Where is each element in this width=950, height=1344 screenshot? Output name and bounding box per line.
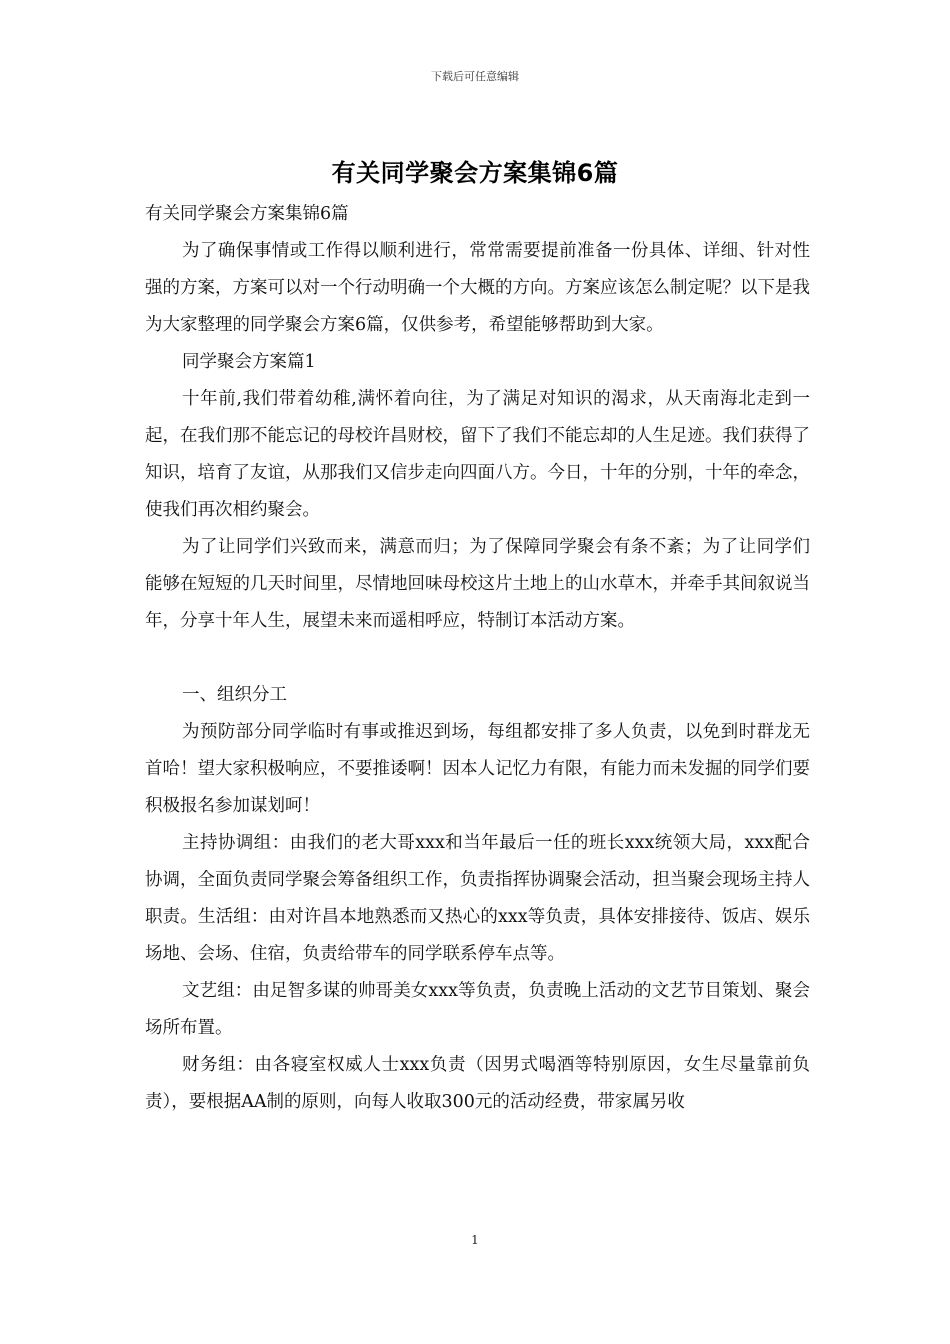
document-title: 有关同学聚会方案集锦6篇 (331, 159, 619, 187)
section-heading: 一、组织分工 (182, 685, 287, 705)
subtitle-paragraph: 有关同学聚会方案集锦6篇 (145, 204, 349, 224)
body-paragraph: 为了让同学们兴致而来，满意而归；为了保障同学聚会有条不紊；为了让同学们能够在短短的几天时间里，尽情地回味母校这片土地上的山水草木，并牵手其间叙说当年，分享十年人生，展望未来而遥相呼应，特制订本活动方案。 (145, 537, 810, 631)
body-paragraph: 十年前,我们带着幼稚,满怀着向往，为了满足对知识的渴求，从天南海北走到一起，在我们那不能忘记的母校许昌财校，留下了我们不能忘却的人生足迹。我们获得了知识，培育了友谊，从那我们又信步走向四面八方。今日，十年的分别，十年的牵念，使我们再次相约聚会。 (145, 389, 810, 520)
body-paragraph: 主持协调组：由我们的老大哥xxx和当年最后一任的班长xxx统领大局，xxx配合协调，全面负责同学聚会筹备组织工作，负责指挥协调聚会活动，担当聚会现场主持人职责。生活组：由对许昌本地熟悉而又热心的xxx等负责，具体安排接待、饭店、娱乐场地、会场、住宿，负责给带车的同学联系停车点等。 (145, 833, 810, 964)
intro-paragraph: 为了确保事情或工作得以顺利进行，常常需要提前准备一份具体、详细、针对性强的方案，方案可以对一个行动明确一个大概的方向。方案应该怎么制定呢？以下是我为大家整理的同学聚会方案6篇，仅供参考，希望能够帮助到大家。 (145, 241, 810, 335)
document-body (145, 196, 810, 1121)
body-paragraph: 财务组：由各寝室权威人士xxx负责（因男式喝酒等特别原因，女生尽量靠前负责），要根据AA制的原则，向每人收取300元的活动经费，带家属另收 (145, 1055, 810, 1112)
body-paragraph: 文艺组：由足智多谋的帅哥美女xxx等负责，负责晚上活动的文艺节目策划、聚会场所布置。 (145, 981, 810, 1038)
page-number: 1 (471, 1233, 479, 1247)
header-note: 下载后可任意编辑 (431, 70, 519, 83)
section-heading: 同学聚会方案篇1 (182, 352, 316, 372)
body-paragraph: 为预防部分同学临时有事或推迟到场，每组都安排了多人负责，以免到时群龙无首哈！望大家积极响应，不要推诿啊！因本人记忆力有限，有能力而未发掘的同学们要积极报名参加谋划呵！ (145, 722, 810, 816)
